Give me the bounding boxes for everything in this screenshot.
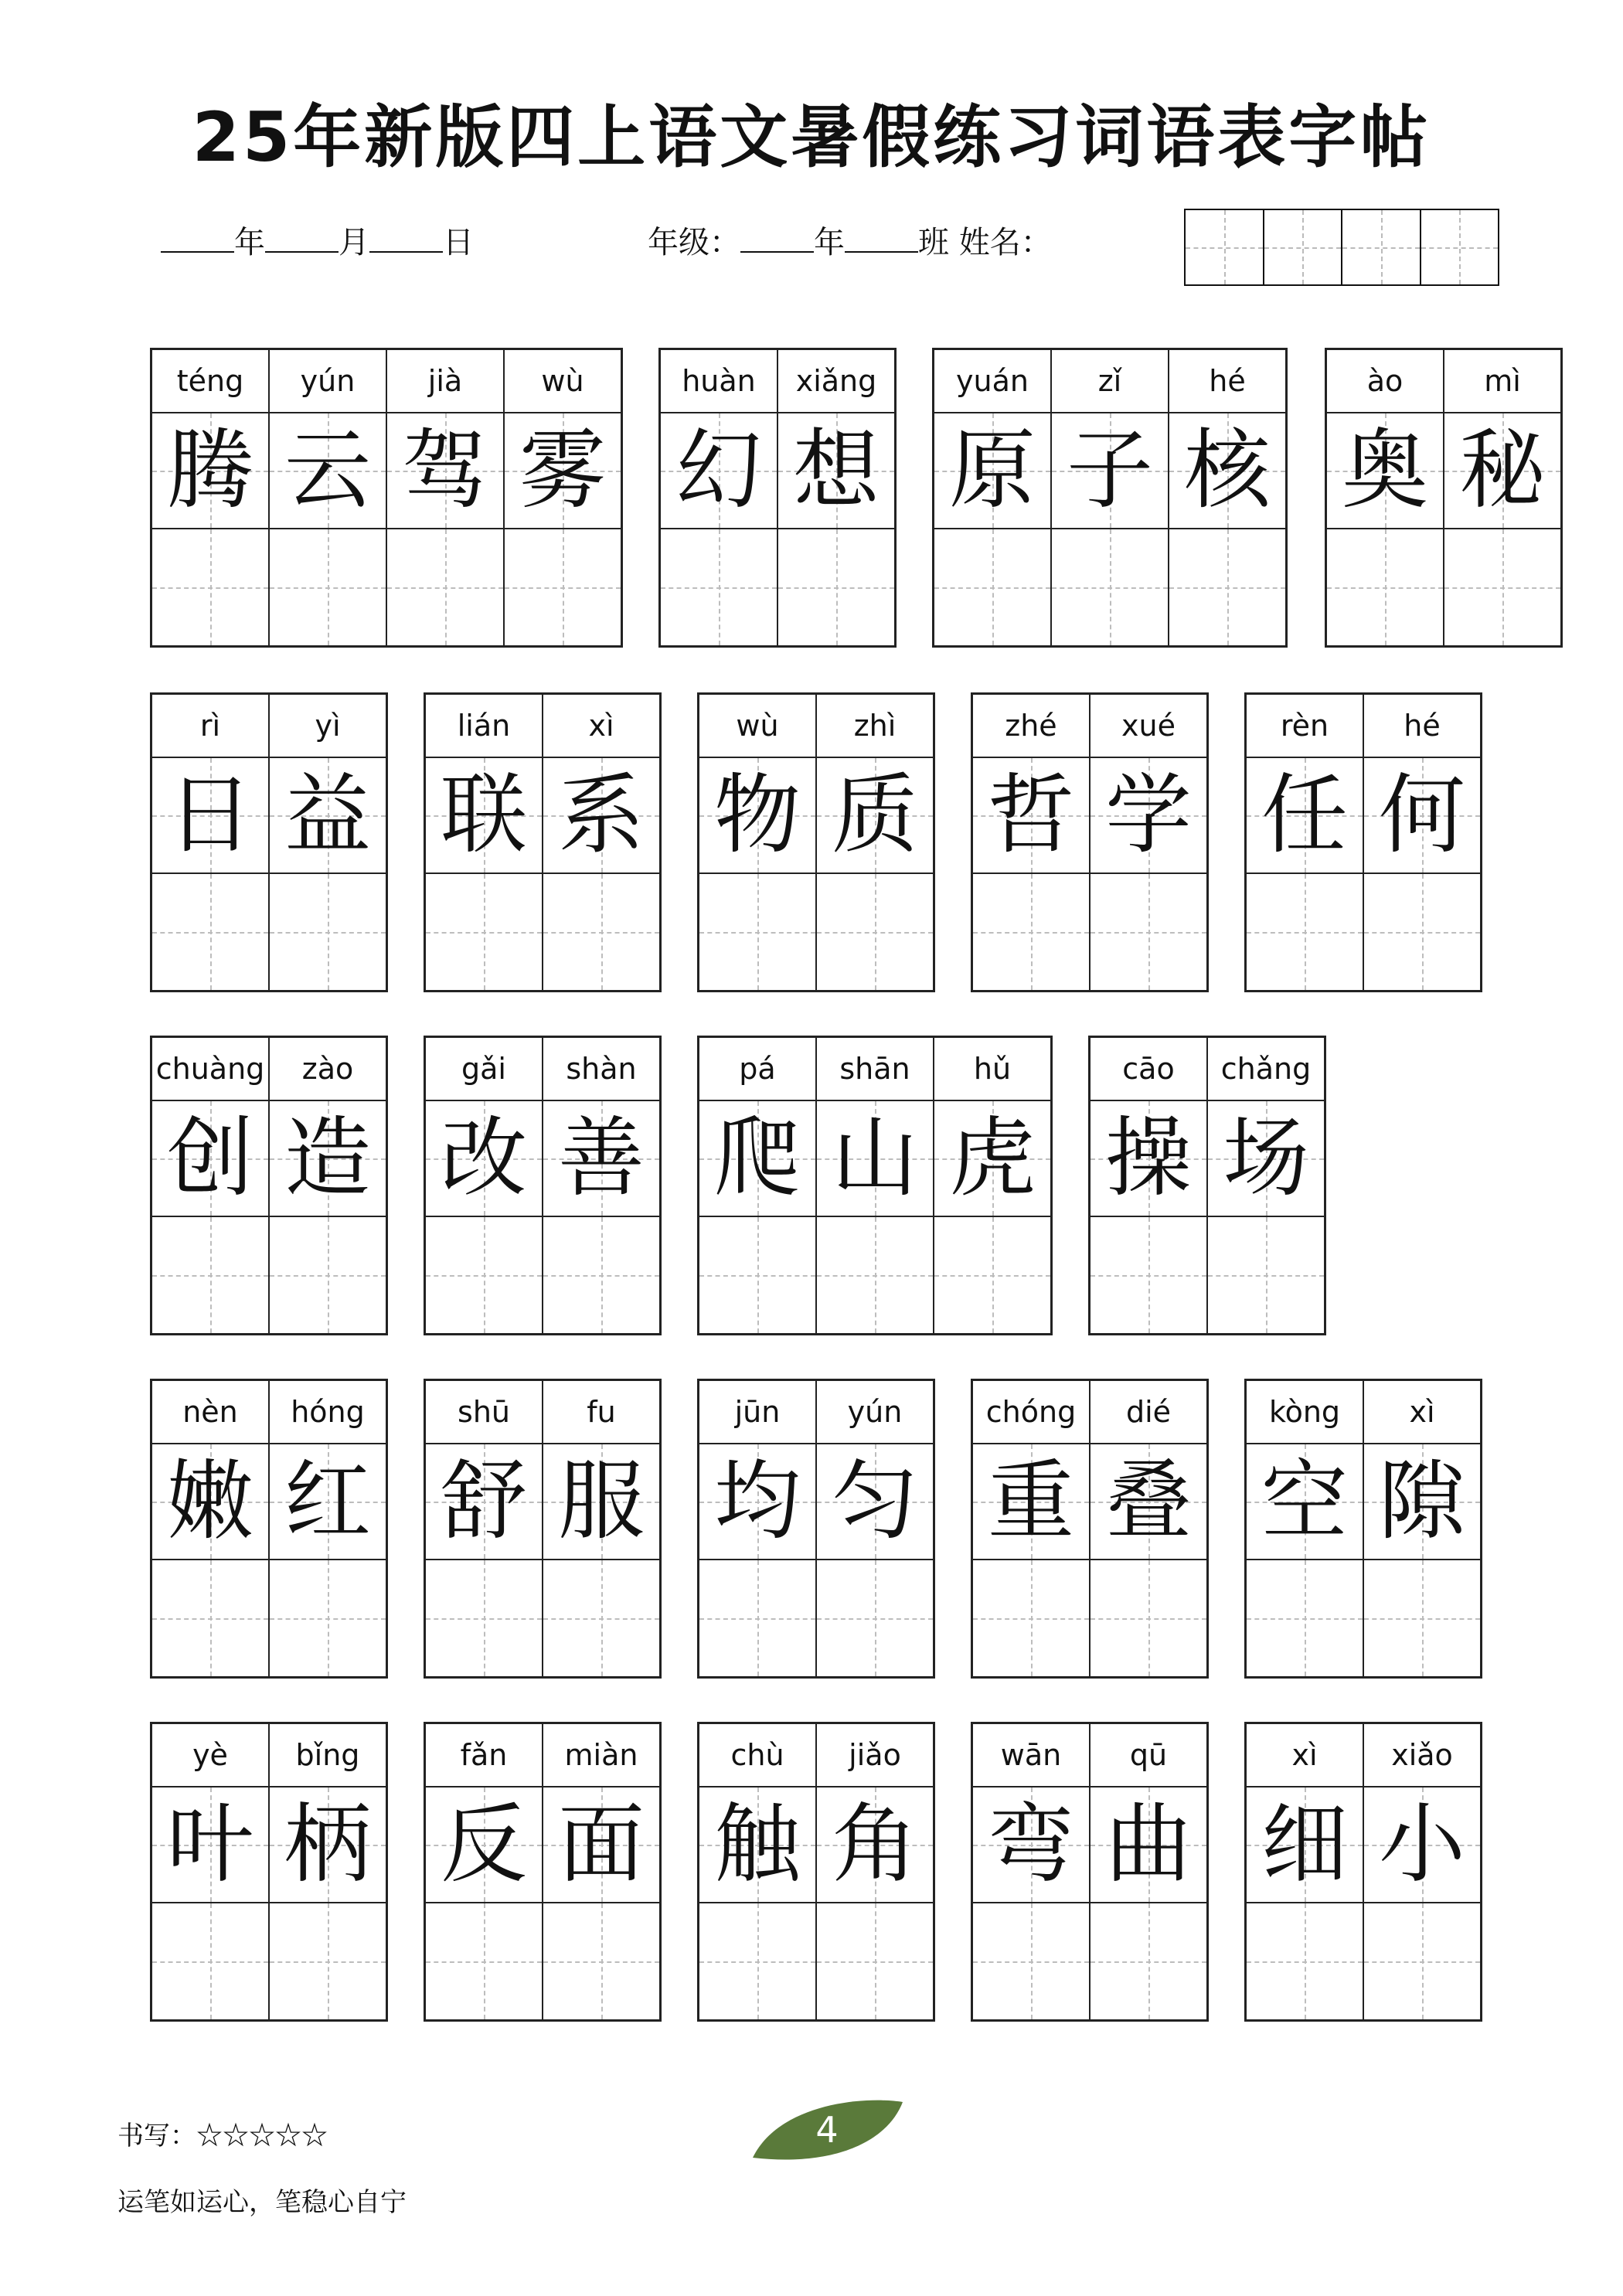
- model-char-cell: [270, 1787, 386, 1903]
- pinyin-label: wù: [699, 695, 815, 758]
- pinyin-label: hóng: [270, 1381, 386, 1444]
- practice-cell[interactable]: [270, 529, 386, 645]
- pinyin-label: téng: [152, 350, 268, 413]
- char-column: [817, 695, 933, 990]
- practice-cell[interactable]: [543, 874, 659, 990]
- model-char-cell: [543, 1101, 659, 1217]
- name-label: 姓名：: [958, 225, 1052, 260]
- char-column: [817, 1381, 933, 1676]
- word-box: [150, 1379, 388, 1679]
- model-character: 任: [1261, 765, 1348, 866]
- char-column: [1364, 1381, 1480, 1676]
- char-column: [661, 350, 778, 645]
- model-character: 秘: [1459, 420, 1546, 521]
- pinyin-label: jūn: [699, 1381, 815, 1444]
- char-column: [152, 1724, 270, 2019]
- pinyin-label: zhì: [817, 695, 933, 758]
- grade-year-label: 年: [814, 225, 845, 260]
- model-char-cell: [152, 758, 268, 874]
- char-column: [505, 350, 621, 645]
- model-char-cell: [817, 1444, 933, 1560]
- model-character: 山: [832, 1108, 918, 1209]
- pinyin-label: rì: [152, 695, 268, 758]
- pinyin-label: chuàng: [152, 1038, 268, 1101]
- char-column: [543, 1381, 659, 1676]
- pinyin-label: fu: [543, 1381, 659, 1444]
- day-label: 日: [443, 225, 474, 260]
- pinyin-label: yè: [152, 1724, 268, 1787]
- model-char-cell: [1208, 1101, 1324, 1217]
- month-blank[interactable]: [265, 228, 339, 253]
- practice-cell[interactable]: [661, 529, 777, 645]
- model-character: 曲: [1105, 1794, 1192, 1895]
- pinyin-label: shū: [426, 1381, 542, 1444]
- model-char-cell: [973, 1787, 1089, 1903]
- char-column: [270, 350, 387, 645]
- model-character: 舒: [441, 1451, 527, 1552]
- char-column: [270, 1724, 386, 2019]
- model-character: 弯: [988, 1794, 1074, 1895]
- model-character: 日: [167, 765, 253, 866]
- model-char-cell: [1052, 413, 1168, 529]
- practice-cell[interactable]: [817, 1560, 933, 1676]
- model-char-cell: [934, 413, 1050, 529]
- model-character: 触: [714, 1794, 801, 1895]
- practice-cell[interactable]: [817, 1903, 933, 2019]
- practice-cell[interactable]: [699, 1217, 815, 1333]
- model-character: 匀: [832, 1451, 918, 1552]
- writing-label: 书写：: [117, 2121, 196, 2151]
- char-column: [152, 695, 270, 990]
- char-column: [426, 1038, 543, 1333]
- word-box: [1244, 1722, 1482, 2022]
- char-column: [270, 1038, 386, 1333]
- grade-label: 年级：: [648, 225, 740, 260]
- model-character: 空: [1261, 1451, 1348, 1552]
- char-column: [543, 1724, 659, 2019]
- practice-cell[interactable]: [505, 529, 621, 645]
- char-column: [1091, 695, 1206, 990]
- char-column: [152, 1381, 270, 1676]
- word-box: [971, 692, 1209, 992]
- model-char-cell: [543, 1787, 659, 1903]
- model-character: 操: [1105, 1108, 1192, 1209]
- practice-cell[interactable]: [152, 1903, 268, 2019]
- name-cell[interactable]: [1186, 210, 1264, 284]
- model-char-cell: [270, 1101, 386, 1217]
- char-column: [270, 1381, 386, 1676]
- model-character: 子: [1067, 420, 1153, 521]
- practice-cell[interactable]: [1091, 1560, 1206, 1676]
- model-char-cell: [973, 1444, 1089, 1560]
- model-character: 系: [558, 765, 645, 866]
- practice-cell[interactable]: [270, 1560, 386, 1676]
- practice-cell[interactable]: [1169, 529, 1285, 645]
- practice-cell[interactable]: [1364, 1903, 1480, 2019]
- pinyin-label: wù: [505, 350, 621, 413]
- char-column: [934, 350, 1052, 645]
- model-character: 均: [714, 1451, 801, 1552]
- model-char-cell: [1091, 758, 1206, 874]
- grade-class-blank[interactable]: [845, 228, 918, 253]
- model-character: 联: [441, 765, 527, 866]
- char-column: [973, 1724, 1091, 2019]
- model-character: 何: [1379, 765, 1465, 866]
- month-label: 月: [339, 225, 369, 260]
- practice-cell[interactable]: [1364, 1560, 1480, 1676]
- model-char-cell: [817, 1101, 933, 1217]
- char-column: [817, 1038, 934, 1333]
- writing-rating: [117, 2114, 328, 2152]
- pinyin-label: jiǎo: [817, 1724, 933, 1787]
- pinyin-label: cāo: [1091, 1038, 1206, 1101]
- pinyin-label: xì: [1247, 1724, 1363, 1787]
- word-box: [1088, 1036, 1326, 1335]
- pinyin-label: xì: [543, 695, 659, 758]
- practice-cell[interactable]: [1091, 1903, 1206, 2019]
- char-column: [973, 1381, 1091, 1676]
- grade-line: [648, 218, 1052, 262]
- model-character: 叠: [1105, 1451, 1192, 1552]
- char-column: [152, 350, 270, 645]
- model-character: 创: [167, 1108, 253, 1209]
- char-column: [1364, 695, 1480, 990]
- char-column: [699, 1724, 817, 2019]
- char-column: [1327, 350, 1444, 645]
- word-box: [424, 1379, 662, 1679]
- practice-cell[interactable]: [817, 1217, 933, 1333]
- pinyin-label: zào: [270, 1038, 386, 1101]
- practice-cell[interactable]: [152, 1560, 268, 1676]
- year-blank[interactable]: [161, 228, 234, 253]
- pinyin-label: ào: [1327, 350, 1443, 413]
- pinyin-label: yì: [270, 695, 386, 758]
- model-char-cell: [152, 1101, 268, 1217]
- pinyin-label: xiǎng: [778, 350, 894, 413]
- model-char-cell: [817, 758, 933, 874]
- pinyin-label: bǐng: [270, 1724, 386, 1787]
- word-box: [150, 1722, 388, 2022]
- model-char-cell: [426, 1787, 542, 1903]
- pinyin-label: huàn: [661, 350, 777, 413]
- model-char-cell: [387, 413, 503, 529]
- name-cell[interactable]: [1264, 210, 1343, 284]
- word-box: [697, 1036, 1053, 1335]
- char-column: [426, 695, 543, 990]
- model-char-cell: [1247, 1787, 1363, 1903]
- model-character: 重: [988, 1451, 1074, 1552]
- model-char-cell: [1364, 758, 1480, 874]
- char-column: [1052, 350, 1169, 645]
- model-char-cell: [1364, 1444, 1480, 1560]
- word-box: [150, 1036, 388, 1335]
- practice-cell[interactable]: [1247, 1560, 1363, 1676]
- practice-cell[interactable]: [934, 1217, 1050, 1333]
- word-box: [150, 692, 388, 992]
- model-character: 物: [714, 765, 801, 866]
- model-char-cell: [426, 1101, 542, 1217]
- model-char-cell: [543, 758, 659, 874]
- char-column: [1247, 695, 1364, 990]
- practice-cell[interactable]: [778, 529, 894, 645]
- char-column: [270, 695, 386, 990]
- model-char-cell: [1247, 1444, 1363, 1560]
- word-box: [971, 1379, 1209, 1679]
- word-box: [1244, 1379, 1482, 1679]
- word-box: [932, 348, 1288, 648]
- model-char-cell: [778, 413, 894, 529]
- pinyin-label: yuán: [934, 350, 1050, 413]
- pinyin-label: chóng: [973, 1381, 1089, 1444]
- model-char-cell: [661, 413, 777, 529]
- pinyin-label: pá: [699, 1038, 815, 1101]
- model-character: 学: [1105, 765, 1192, 866]
- practice-cell[interactable]: [1052, 529, 1168, 645]
- pinyin-label: fǎn: [426, 1724, 542, 1787]
- pinyin-label: zǐ: [1052, 350, 1168, 413]
- char-column: [1091, 1038, 1208, 1333]
- char-column: [426, 1724, 543, 2019]
- practice-cell[interactable]: [426, 874, 542, 990]
- model-char-cell: [699, 1787, 815, 1903]
- model-char-cell: [817, 1787, 933, 1903]
- pinyin-label: chǎng: [1208, 1038, 1324, 1101]
- practice-cell[interactable]: [152, 874, 268, 990]
- model-character: 爬: [714, 1108, 801, 1209]
- model-char-cell: [1091, 1101, 1206, 1217]
- model-character: 想: [793, 420, 880, 521]
- pinyin-label: kòng: [1247, 1381, 1363, 1444]
- model-char-cell: [1091, 1444, 1206, 1560]
- char-column: [543, 695, 659, 990]
- pinyin-label: dié: [1091, 1381, 1206, 1444]
- word-box: [697, 1379, 935, 1679]
- model-char-cell: [1169, 413, 1285, 529]
- page-number: 4: [815, 2109, 839, 2151]
- model-char-cell: [699, 1444, 815, 1560]
- practice-cell[interactable]: [699, 1903, 815, 2019]
- rating-stars[interactable]: ☆☆☆☆☆: [196, 2121, 328, 2151]
- model-char-cell: [152, 1444, 268, 1560]
- practice-cell[interactable]: [152, 529, 268, 645]
- practice-cell[interactable]: [1091, 1217, 1206, 1333]
- pinyin-label: miàn: [543, 1724, 659, 1787]
- pinyin-label: nèn: [152, 1381, 268, 1444]
- practice-cell[interactable]: [699, 874, 815, 990]
- model-character: 角: [832, 1794, 918, 1895]
- pinyin-label: lián: [426, 695, 542, 758]
- model-character: 小: [1379, 1794, 1465, 1895]
- practice-cell[interactable]: [973, 1903, 1089, 2019]
- model-char-cell: [934, 1101, 1050, 1217]
- model-character: 善: [558, 1108, 645, 1209]
- model-character: 服: [558, 1451, 645, 1552]
- char-column: [817, 1724, 933, 2019]
- pinyin-label: xì: [1364, 1381, 1480, 1444]
- char-column: [1208, 1038, 1324, 1333]
- char-column: [699, 1038, 817, 1333]
- char-column: [1169, 350, 1285, 645]
- date-line: [161, 218, 474, 262]
- pinyin-label: hé: [1169, 350, 1285, 413]
- word-box: [658, 348, 897, 648]
- pinyin-label: yún: [270, 350, 386, 413]
- word-box: [424, 692, 662, 992]
- name-writing-grid[interactable]: [1184, 209, 1499, 286]
- pinyin-label: xiǎo: [1364, 1724, 1480, 1787]
- pinyin-label: qū: [1091, 1724, 1206, 1787]
- pinyin-label: gǎi: [426, 1038, 542, 1101]
- practice-cell[interactable]: [1444, 529, 1560, 645]
- model-character: 柄: [284, 1794, 371, 1895]
- model-character: 面: [558, 1794, 645, 1895]
- practice-cell[interactable]: [152, 1217, 268, 1333]
- practice-cell[interactable]: [1247, 1903, 1363, 2019]
- grade-year-blank[interactable]: [740, 228, 814, 253]
- model-character: 红: [284, 1451, 371, 1552]
- model-character: 云: [284, 420, 371, 521]
- model-char-cell: [1327, 413, 1443, 529]
- pinyin-label: shàn: [543, 1038, 659, 1101]
- model-char-cell: [699, 758, 815, 874]
- pinyin-label: xué: [1091, 695, 1206, 758]
- pinyin-label: mì: [1444, 350, 1560, 413]
- char-column: [1091, 1724, 1206, 2019]
- model-character: 场: [1223, 1108, 1309, 1209]
- model-char-cell: [1444, 413, 1560, 529]
- model-character: 腾: [167, 420, 253, 521]
- model-char-cell: [543, 1444, 659, 1560]
- practice-cell[interactable]: [973, 874, 1089, 990]
- char-column: [934, 1038, 1050, 1333]
- word-box: [697, 692, 935, 992]
- model-character: 幻: [675, 420, 762, 521]
- word-box: [1244, 692, 1482, 992]
- motto: 运笔如运心，笔稳心自宁: [117, 2187, 407, 2218]
- model-char-cell: [1247, 758, 1363, 874]
- word-box: [971, 1722, 1209, 2022]
- model-character: 改: [441, 1108, 527, 1209]
- model-character: 质: [832, 765, 918, 866]
- practice-cell[interactable]: [934, 529, 1050, 645]
- model-character: 奥: [1342, 420, 1428, 521]
- char-column: [1444, 350, 1560, 645]
- model-char-cell: [973, 758, 1089, 874]
- practice-cell[interactable]: [543, 1217, 659, 1333]
- pinyin-label: rèn: [1247, 695, 1363, 758]
- day-blank[interactable]: [369, 228, 443, 253]
- model-character: 细: [1261, 1794, 1348, 1895]
- pinyin-label: shān: [817, 1038, 933, 1101]
- word-box: [150, 348, 623, 648]
- char-column: [699, 1381, 817, 1676]
- model-character: 哲: [988, 765, 1074, 866]
- model-character: 隙: [1379, 1451, 1465, 1552]
- practice-cell[interactable]: [817, 874, 933, 990]
- char-column: [1247, 1381, 1364, 1676]
- practice-cell[interactable]: [699, 1560, 815, 1676]
- practice-cell[interactable]: [973, 1560, 1089, 1676]
- model-character: 虎: [949, 1108, 1036, 1209]
- char-column: [699, 695, 817, 990]
- pinyin-label: wān: [973, 1724, 1089, 1787]
- model-character: 驾: [402, 420, 488, 521]
- model-character: 核: [1184, 420, 1271, 521]
- practice-cell[interactable]: [1091, 874, 1206, 990]
- practice-cell[interactable]: [426, 1560, 542, 1676]
- model-character: 反: [441, 1794, 527, 1895]
- year-label: 年: [234, 225, 265, 260]
- model-character: 嫩: [167, 1451, 253, 1552]
- model-character: 叶: [167, 1794, 253, 1895]
- char-column: [387, 350, 505, 645]
- model-char-cell: [1364, 1787, 1480, 1903]
- model-character: 造: [284, 1108, 371, 1209]
- practice-cell[interactable]: [543, 1560, 659, 1676]
- word-box: [697, 1722, 935, 2022]
- pinyin-label: hé: [1364, 695, 1480, 758]
- char-column: [543, 1038, 659, 1333]
- practice-cell[interactable]: [1208, 1217, 1324, 1333]
- practice-cell[interactable]: [1327, 529, 1443, 645]
- model-char-cell: [270, 413, 386, 529]
- pinyin-label: jià: [387, 350, 503, 413]
- practice-cell[interactable]: [426, 1903, 542, 2019]
- practice-cell[interactable]: [270, 1217, 386, 1333]
- char-column: [1091, 1381, 1206, 1676]
- char-column: [778, 350, 894, 645]
- pinyin-label: hǔ: [934, 1038, 1050, 1101]
- word-box: [1325, 348, 1563, 648]
- name-cell[interactable]: [1421, 210, 1499, 284]
- pinyin-label: zhé: [973, 695, 1089, 758]
- name-cell[interactable]: [1342, 210, 1421, 284]
- model-char-cell: [1091, 1787, 1206, 1903]
- practice-cell[interactable]: [426, 1217, 542, 1333]
- model-char-cell: [152, 1787, 268, 1903]
- practice-cell[interactable]: [543, 1903, 659, 2019]
- model-char-cell: [426, 1444, 542, 1560]
- char-column: [426, 1381, 543, 1676]
- practice-cell[interactable]: [387, 529, 503, 645]
- model-character: 益: [284, 765, 371, 866]
- char-column: [973, 695, 1091, 990]
- practice-cell[interactable]: [1247, 874, 1363, 990]
- practice-cell[interactable]: [270, 1903, 386, 2019]
- model-character: 雾: [519, 420, 606, 521]
- char-column: [1364, 1724, 1480, 2019]
- model-character: 原: [949, 420, 1036, 521]
- pinyin-label: chù: [699, 1724, 815, 1787]
- model-char-cell: [270, 1444, 386, 1560]
- model-char-cell: [152, 413, 268, 529]
- word-box: [424, 1036, 662, 1335]
- char-column: [1247, 1724, 1364, 2019]
- page-title: 25年新版四上语文暑假练习词语表字帖: [192, 97, 1431, 177]
- practice-cell[interactable]: [270, 874, 386, 990]
- practice-cell[interactable]: [1364, 874, 1480, 990]
- model-char-cell: [426, 758, 542, 874]
- model-char-cell: [505, 413, 621, 529]
- model-char-cell: [270, 758, 386, 874]
- pinyin-label: yún: [817, 1381, 933, 1444]
- char-column: [152, 1038, 270, 1333]
- grade-class-label: 班: [918, 225, 949, 260]
- word-box: [424, 1722, 662, 2022]
- model-char-cell: [699, 1101, 815, 1217]
